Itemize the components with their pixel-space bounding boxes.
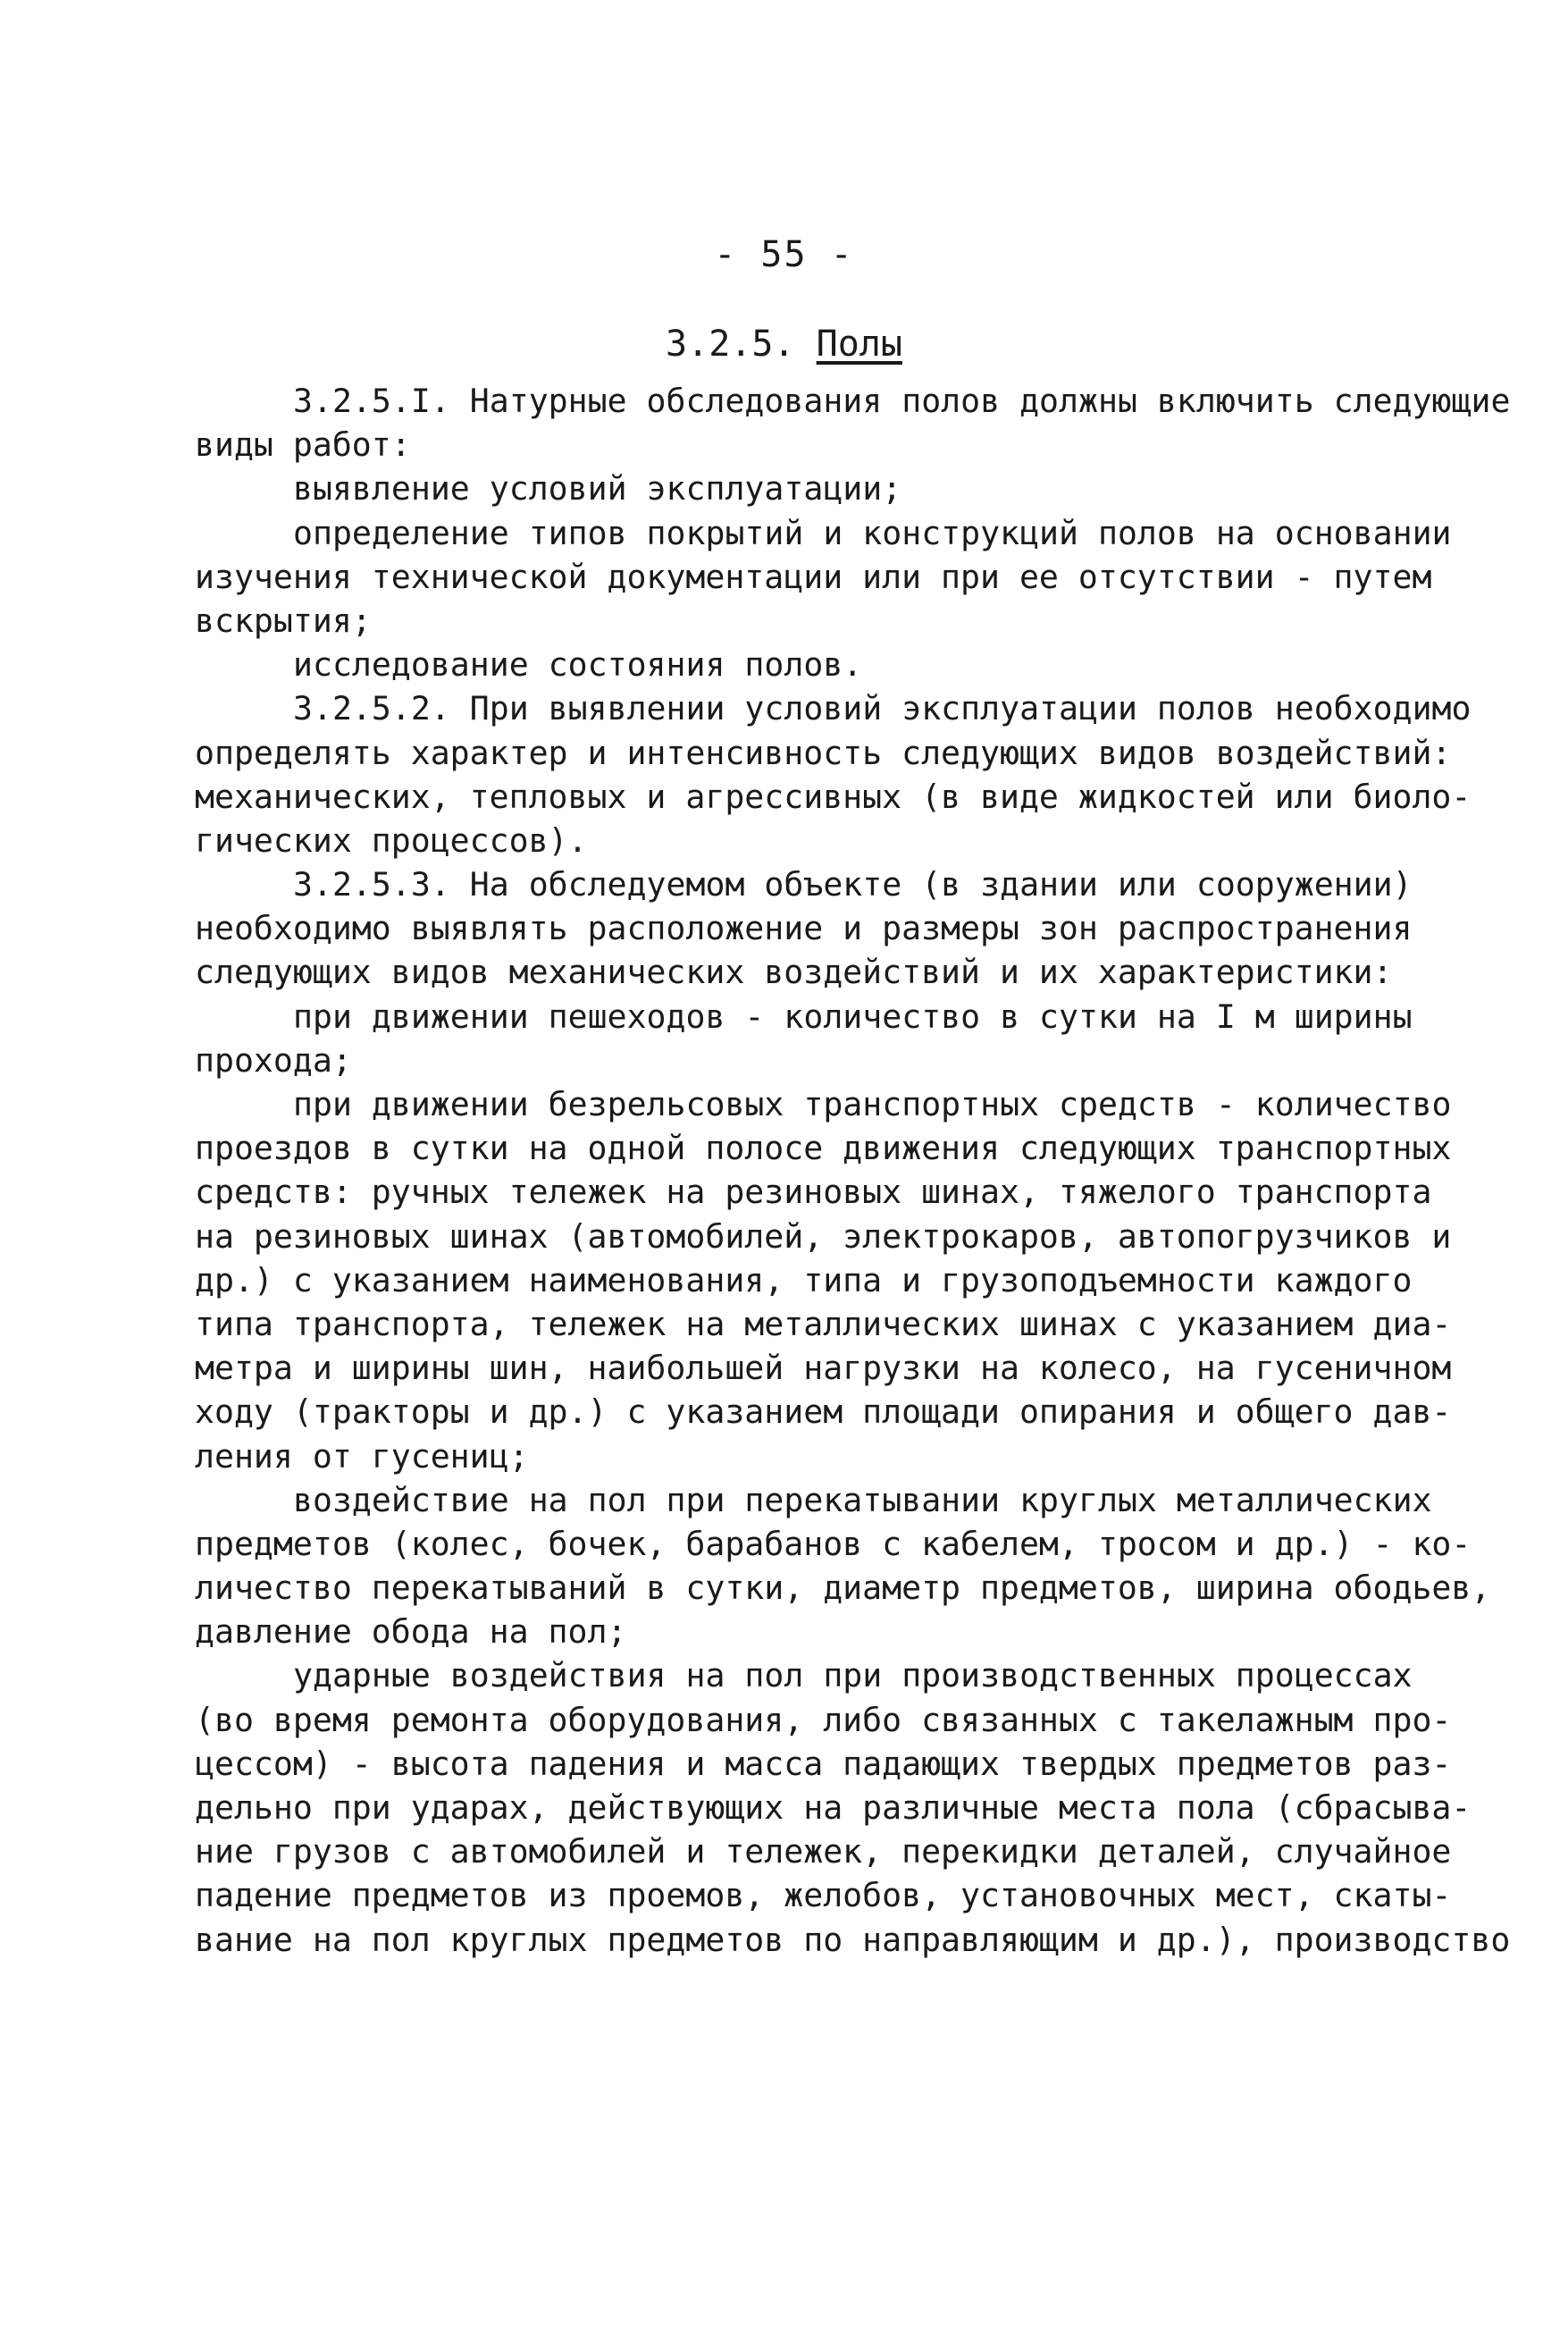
section-title: Полы (816, 324, 902, 365)
text-line: предметов (колес, бочек, барабанов с кабелем, тросом и др.) - ко- (195, 1524, 1472, 1563)
text-line: 3.2.5.3. На обследуемом объекте (в здании или сооружении) (293, 865, 1413, 904)
text-line: виды работ: (195, 425, 411, 465)
text-line: средств: ручных тележек на резиновых шинах, тяжелого транспорта (195, 1173, 1432, 1212)
text-line: вание на пол круглых предметов по направляющим и др.), производство (195, 1920, 1511, 1959)
text-line: дельно при ударах, действующих на различные места пола (сбрасыва- (195, 1788, 1472, 1827)
text-line: следующих видов механических воздействий и их характеристики: (195, 953, 1393, 992)
page-number: - 55 - (714, 234, 854, 275)
text-line: личество перекатываний в сутки, диаметр предметов, ширина ободьев, (195, 1568, 1491, 1608)
text-line: при движении пешеходов - количество в сутки на I м ширины (293, 997, 1413, 1036)
text-line: падение предметов из проемов, желобов, установочных мест, скаты- (195, 1876, 1452, 1915)
text-line: цессом) - высота падения и масса падающих твердых предметов раз- (195, 1744, 1452, 1783)
text-line: определять характер и интенсивность следующих видов воздействий: (195, 733, 1452, 772)
text-line: ления от гусениц; (195, 1436, 529, 1476)
text-line: необходимо выявлять расположение и размеры зон распространения (195, 909, 1413, 948)
text-line: 3.2.5.I. Натурные обследования полов должны включить следующие (293, 382, 1511, 420)
text-line: 3.2.5.2. При выявлении условий эксплуатации полов необходимо (293, 689, 1472, 728)
text-line: прохода; (195, 1040, 352, 1080)
text-line: проездов в сутки на одной полосе движения следующих транспортных (195, 1129, 1452, 1168)
text-line: гических процессов). (195, 820, 588, 860)
text-line: выявление условий эксплуатации; (293, 469, 902, 509)
text-line: при движении безрельсовых транспортных средств - количество (293, 1085, 1452, 1123)
text-line: (во время ремонта оборудования, либо связанных с такелажным про- (195, 1700, 1452, 1739)
text-line: метра и ширины шин, наибольшей нагрузки на колесо, на гусеничном (195, 1349, 1452, 1388)
text-line: др.) с указанием наименования, типа и грузоподъемности каждого (195, 1260, 1413, 1299)
text-line: давление обода на пол; (195, 1612, 627, 1652)
section-number: 3.2.5. (666, 324, 795, 365)
text-line: механических, тепловых и агрессивных (в виде жидкостей или биоло- (195, 777, 1472, 816)
text-line: ударные воздействия на пол при производственных процессах (293, 1656, 1413, 1695)
text-line: типа транспорта, тележек на металлических шинах с указанием диа- (195, 1304, 1452, 1343)
text-line: определение типов покрытий и конструкций полов на основании (293, 513, 1452, 552)
text-line: ние грузов с автомобилей и тележек, перекидки деталей, случайное (195, 1832, 1452, 1871)
text-line: воздействие на пол при перекатывании круглых металлических (293, 1480, 1432, 1519)
text-line: изучения технической документации или при ее отсутствии - путем (195, 557, 1432, 596)
text-line: исследование состояния полов. (293, 645, 863, 685)
body-text (195, 379, 1511, 1962)
text-line: вскрытия; (195, 601, 372, 640)
section-heading (0, 324, 1568, 365)
text-line: на резиновых шинах (автомобилей, электрокаров, автопогрузчиков и (195, 1216, 1452, 1256)
text-line: ходу (тракторы и др.) с указанием площади опирания и общего дав- (195, 1392, 1452, 1432)
